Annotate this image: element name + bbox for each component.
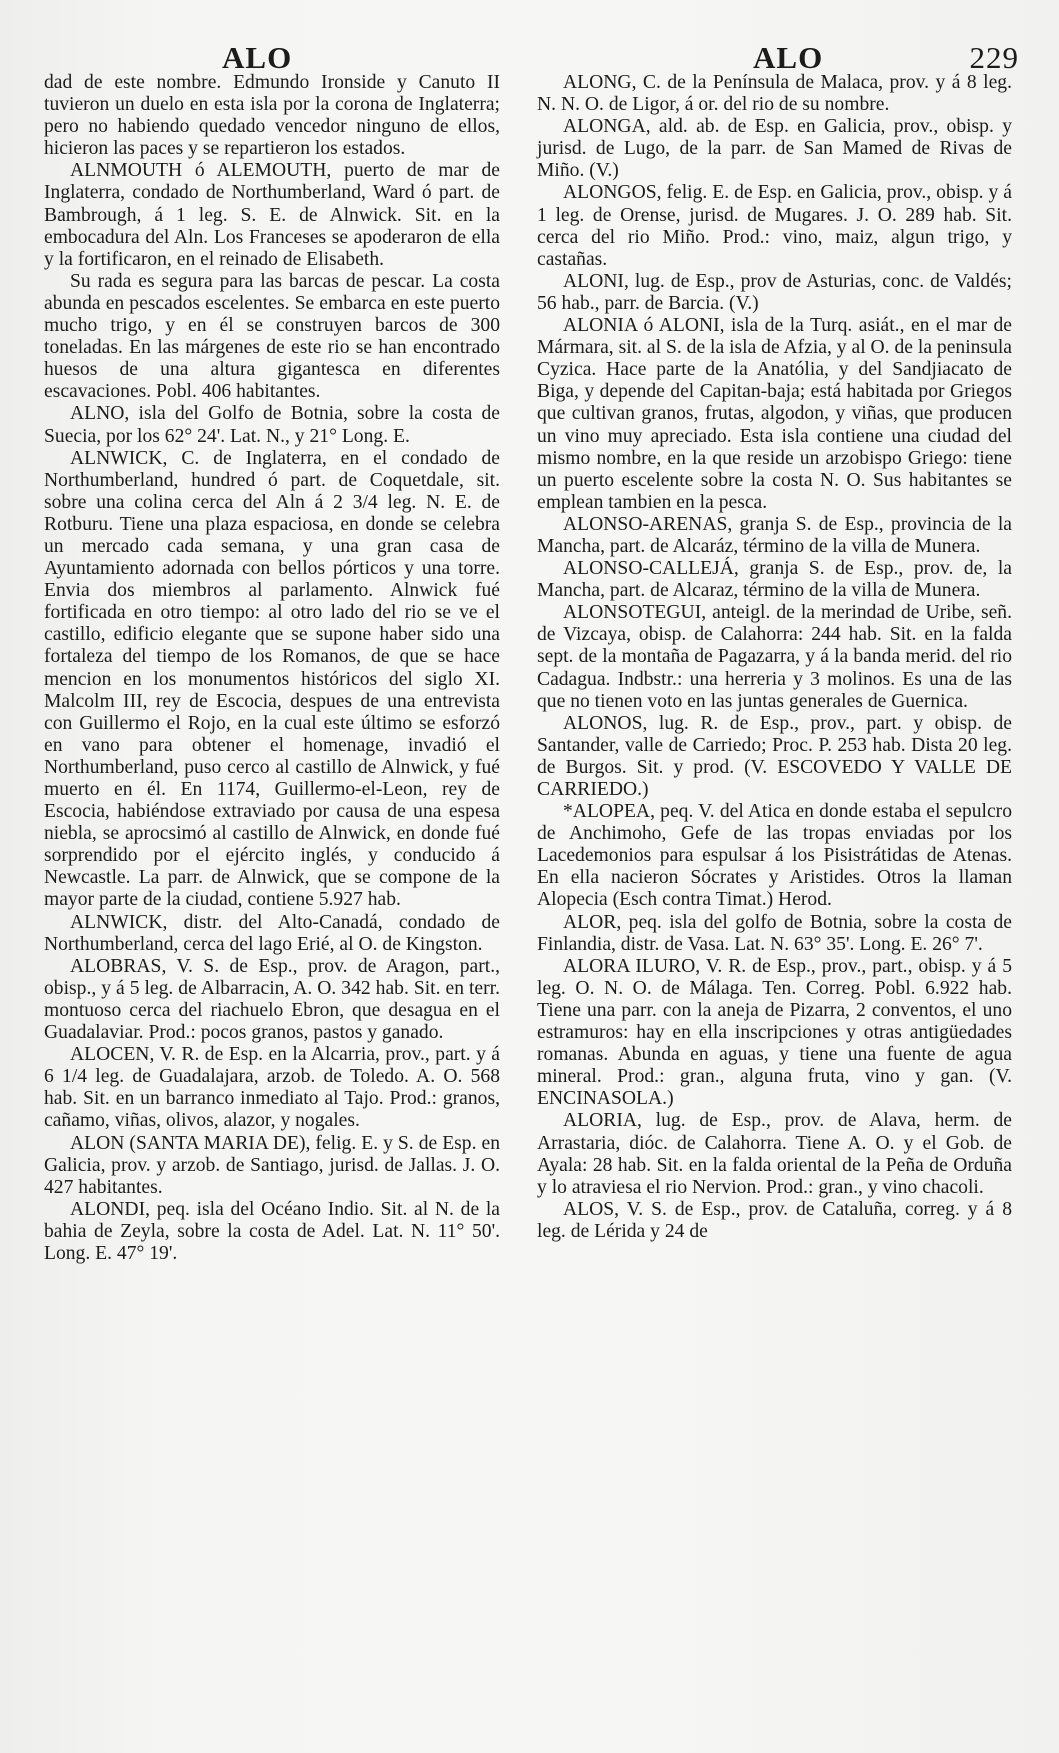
entry-alonso-arenas: ALONSO-ARENAS, granja S. de Esp., provincia de la Mancha, part. de Alcaráz, término de la villa de Munera. [537,513,1012,557]
entry-alnmouth-rada: Su rada es segura para las barcas de pescar. La costa abunda en pescados escelentes. Se embarca en este puerto mucho trigo, y en él se construyen barcos de 300 toneladas. En las márgenes de este rio se han encontrado huesos de una altura gigantesca en diferentes escavaciones. Pobl. 406 habitantes. [44,270,500,403]
entry-continuation: dad de este nombre. Edmundo Ironside y Canuto II tuvieron un duelo en esta isla por la corona de Inglaterra; pero no habiendo quedado vencedor ninguno de ellos, hicieron las paces y se repartieron los estados. [44,72,500,160]
entry-alora: ALORA ILURO, V. R. de Esp., prov., part., obisp. y á 5 leg. O. N. O. de Málaga. Ten. Correg. Pobl. 6.922 hab. Tiene una parr. con la aneja de Pizarra, 2 conventos, el uno estramuros: hay en ella inscripciones y otras antigüedades romanas. Abunda en aguas, y tiene una fuente de agua mineral. Prod.: gran., alguna fruta, vino y gan. (V. ENCINASOLA.) [537,955,1012,1110]
entry-alonga: ALONGA, ald. ab. de Esp. en Galicia, prov., obisp. y jurisd. de Lugo, de la parr. de San Mamed de Rivas de Miño. (V.) [537,116,1012,182]
entry-alongos: ALONGOS, felig. E. de Esp. en Galicia, prov., obisp. y á 1 leg. de Orense, jurisd. de Mugares. J. O. 289 hab. Sit. cerca del rio Miño. Prod.: vino, maiz, algun trigo, y castañas. [537,182,1012,270]
entry-along: ALONG, C. de la Península de Malaca, prov. y á 8 leg. N. N. O. de Ligor, á or. del rio de su nombre. [537,72,1012,116]
page-number: 229 [969,40,1019,75]
entry-alno: ALNO, isla del Golfo de Botnia, sobre la costa de Suecia, por los 62° 24'. Lat. N., y 21° Long. E. [44,403,500,447]
entry-alor: ALOR, peq. isla del golfo de Botnia, sobre la costa de Finlandia, distr. de Vasa. Lat. N. 63° 35'. Long. E. 26° 7'. [537,911,1012,955]
entry-alonsotegui: ALONSOTEGUI, anteigl. de la merindad de Uribe, señ. de Vizcaya, obisp. de Calahorra: 244 hab. Sit. en la falda sept. de la montaña de Pagazarra, y á la banda merid. del rio Cadagua. Indbstr.: una herreria y 3 molinos. Es una de las que no tienen voto en las juntas generales de Guernica. [537,602,1012,712]
entry-alocen: ALOCEN, V. R. de Esp. en la Alcarria, prov., part. y á 6 1/4 leg. de Guadalajara, arzob. de Toledo. A. O. 568 hab. Sit. en un barranco inmediato al Tajo. Prod.: granos, cañamo, viñas, olivos, alazor, y nogales. [44,1044,500,1132]
entry-alonso-calleja: ALONSO-CALLEJÁ, granja S. de Esp., prov. de, la Mancha, part. de Alcaraz, término de la villa de Munera. [537,558,1012,602]
entry-alon: ALON (SANTA MARIA DE), felig. E. y S. de Esp. en Galicia, prov. y arzob. de Santiago, jurisd. de Jallas. J. O. 427 habitantes. [44,1132,500,1198]
entry-alnwick-canada: ALNWICK, distr. del Alto-Canadá, condado de Northumberland, cerca del lago Erié, al O. de Kingston. [44,911,500,955]
entry-alnmouth: ALNMOUTH ó ALEMOUTH, puerto de mar de Inglaterra, condado de Northumberland, Ward ó part. de Bambrough, á 1 leg. S. E. de Alnwick. Sit. en la embocadura del Aln. Los Franceses se apoderaron de ella y la fortificaron, en el reinado de Elisabeth. [44,160,500,270]
entry-aloria: ALORIA, lug. de Esp., prov. de Alava, herm. de Arrastaria, dióc. de Calahorra. Tiene A. O. y el Gob. de Ayala: 28 hab. Sit. en la falda oriental de la Peña de Orduña y lo atraviesa el rio Nervion. Prod.: gran., y vino chacoli. [537,1110,1012,1198]
entry-alobras: ALOBRAS, V. S. de Esp., prov. de Aragon, part., obisp., y á 5 leg. de Albarracin, A. O. 342 hab. Sit. en terr. montuoso cerca del riachuelo Ebron, que desagua en el Guadalaviar. Prod.: pocos granos, pastos y ganado. [44,955,500,1044]
entry-alonos: ALONOS, lug. R. de Esp., prov., part. y obisp. de Santander, valle de Carriedo; Proc. P. 253 hab. Dista 20 leg. de Burgos. Sit. y prod. (V. ESCOVEDO Y VALLE DE CARRIEDO.) [537,712,1012,800]
entry-alos: ALOS, V. S. de Esp., prov. de Cataluña, correg. y á 8 leg. de Lérida y 24 de [537,1198,1012,1242]
entry-alnwick: ALNWICK, C. de Inglaterra, en el condado de Northumberland, hundred ó part. de Coquetdale, sit. sobre una colina cerca del Aln á 2 3/4 leg. N. E. de Rotburu. Tiene una plaza espaciosa, en donde se celebra un mercado cada semana, y una gran casa de Ayuntamiento adornada con bellos pórticos y una torre. Envia dos miembros al parlamento. Alnwick fué fortificada en otro tiempo: al otro lado del rio se ve el castillo, edificio elegante que se supone haber sido una fortaleza del tiempo de los Romanos, de que se hace mencion en los monumentos históricos del siglo XI. Malcolm III, rey de Escocia, despues de una entrevista con Guillermo el Rojo, en la cual este último se esforzó en vano para obtener el homenage, invadió el Northumberland, puso cerco al castillo de Alnwick, y fué muerto en él. En 1174, Guillermo-el-Leon, rey de Escocia, habiéndose extraviado por causa de una espesa niebla, se aprocsimó al castillo de Alnwick, en donde fué sorprendido por el ejército inglés, y conducido á Newcastle. La parr. de Alnwick, que se compone de la mayor parte de la ciudad, contiene 5.927 hab. [44,447,500,911]
entry-alonia: ALONIA ó ALONI, isla de la Turq. asiát., en el mar de Mármara, sit. al S. de la isla de Afzia, y al O. de la peninsula Cyzica. Hace parte de la Anatólia, y del Sandjiacato de Biga, y depende del Capitan-baja; está habitada por Griegos que cultivan granos, frutas, algodon, y viñas, que producen un vino muy apreciado. Esta isla contiene una ciudad del mismo nombre, en la que reside un arzobispo Griego: tiene un puerto escelente sobre la costa N. O. Sus habitantes se emplean tambien en la pesca. [537,315,1013,513]
running-head-right: ALO [753,40,824,75]
right-column [537,72,1012,1243]
entry-alondi: ALONDI, peq. isla del Océano Indio. Sit. al N. de la bahia de Zeyla, sobre la costa de Adel. Lat. N. 11° 50'. Long. E. 47° 19'. [44,1198,500,1264]
left-column [44,72,500,1265]
entry-alopea: *ALOPEA, peq. V. del Atica en donde estaba el sepulcro de Anchimoho, Gefe de las tropas enviadas por los Lacedemonios para espulsar á los Pisistrátidas de Atenas. En ella nacieron Sócrates y Aristides. Otros la llaman Alopecia (Esch contra Timat.) Herod. [537,801,1012,911]
running-head-left: ALO [222,40,293,75]
entry-aloni: ALONI, lug. de Esp., prov de Asturias, conc. de Valdés; 56 hab., parr. de Barcia. (V.) [537,270,1012,314]
